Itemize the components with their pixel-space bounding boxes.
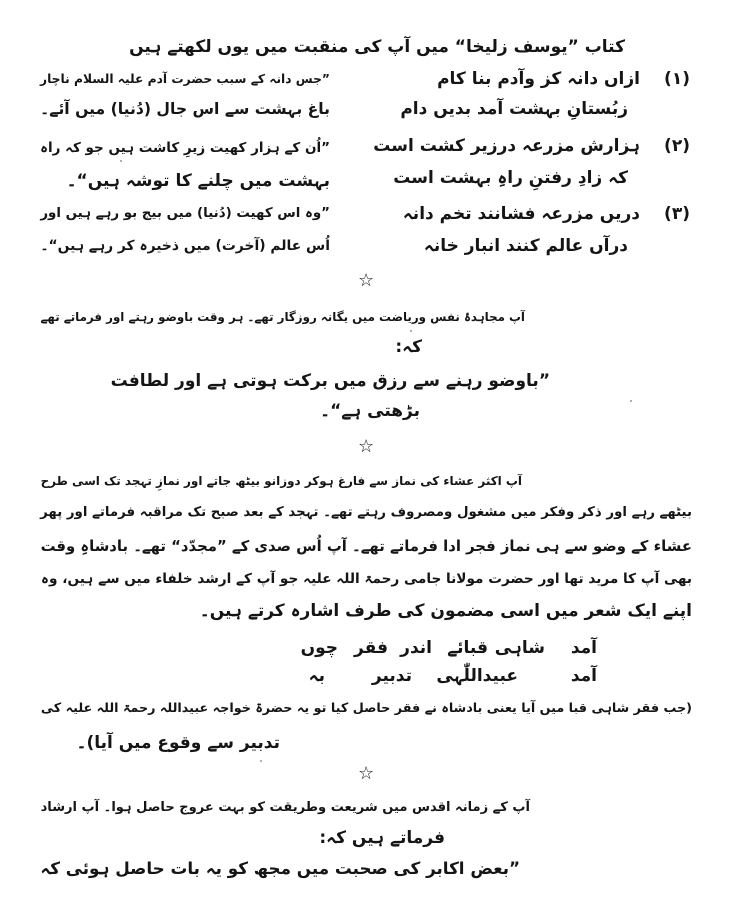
- star-separator-icon: ☆: [358, 436, 375, 457]
- quote-2-line-1: ”بعض اکابر کی صحبت میں مجھ کو یہ بات حاصل ہوئی کہ: [40, 858, 520, 878]
- couplet-line-1-word-3: اندر: [400, 638, 432, 658]
- verse-3-urdu-line-1: ”وہ اس کھیت (دُنیا) میں بیج بو رہے ہیں اور: [40, 206, 330, 221]
- para-2-line-4: بھی آپ کا مرید تھا اور حضرت مولانا جامی رحمۃ اللہ علیہ جو آپ کے ارشد خلفاء میں سے ہیں، وہ: [41, 571, 692, 587]
- star-separator-icon: ☆: [358, 763, 375, 784]
- verse-1-urdu-line-2: باغ بہشت سے اس جال (دُنیا) میں آئے۔: [40, 100, 330, 118]
- quote-1-line-2: بڑھتی ہے“۔: [320, 401, 420, 421]
- couplet-line-2-word-4: آمد: [570, 666, 597, 686]
- verse-3-persian-line-2: درآں عالم کنند انبار خانہ: [423, 236, 628, 256]
- para-2-line-2: بیٹھے رہے اور ذکر وفکر میں مشغول ومصروف رہتے تھے۔ تہجد کے بعد صبح تک مراقبہ فرماتے اور پھر: [40, 505, 692, 520]
- verse-1-urdu-line-1: ”جس دانہ کے سبب حضرت آدم علیہ السلام ناچار: [40, 72, 330, 86]
- explanation-line-1: (جب فقر شاہی قبا میں آیا یعنی بادشاہ نے فقر حاصل کیا تو یہ حضرۃ خواجہ عبیداللہ رحمۃ اللہ علیہ کی: [40, 701, 692, 716]
- verse-3-urdu-line-2: اُس عالم (آخرت) میں ذخیرہ کر رہے ہیں“۔: [40, 238, 330, 254]
- scan-speck: [410, 330, 412, 332]
- verse-number-1: (۱): [664, 69, 690, 89]
- verse-2-persian-line-1: ہزارش مزرعہ درزیر کشت است: [373, 136, 640, 156]
- quote-1-line-1: ”باوضو رہنے سے رزق میں برکت ہوتی ہے اور لطافت: [110, 371, 550, 391]
- scan-speck: [630, 400, 632, 402]
- para-2-line-3: عشاء کے وضو سے ہی نماز فجر ادا فرماتے تھے۔ آپ اُس صدی کے ”مجدّد“ تھے۔ بادشاہِ وقت: [40, 537, 692, 555]
- couplet-line-2-word-3: عبیداللّٰہی: [436, 666, 518, 686]
- intro-line: کتاب ”یوسف زلیخا“ میں آپ کی منقبت میں یوں لکھتے ہیں: [129, 37, 625, 57]
- para-1-line-1: آپ مجاہدۂ نفس وریاضت میں یگانہ روزگار تھے۔ ہر وقت باوضو رہتے اور فرماتے تھے: [40, 310, 525, 324]
- para-2-line-5: اپنے ایک شعر میں اسی مضمون کی طرف اشارہ کرتے ہیں۔: [199, 601, 692, 621]
- para-3-line-1: آپ کے زمانہ اقدس میں شریعت وطریقت کو بہت عروج حاصل ہوا۔ آپ ارشاد: [40, 800, 530, 815]
- para-3-line-2: فرماتے ہیں کہ:: [319, 828, 445, 848]
- couplet-line-1-word-5: شاہی: [494, 638, 545, 658]
- couplet-line-2-word-2: تدبیر: [371, 666, 412, 686]
- verse-1-persian-line-2: زبُستانِ بہشت آمد بدیں دام: [400, 99, 628, 119]
- verse-2-urdu-line-1: ”اُن کے ہزار کھیت زیرِ کاشت ہیں جو کہ راہ: [40, 140, 330, 156]
- couplet-line-1-word-4: قبائے: [447, 638, 488, 658]
- para-1-line-2: کہ:: [395, 337, 422, 357]
- verse-number-2: (۲): [664, 136, 690, 156]
- couplet-line-1-word-1: چوں: [300, 638, 338, 658]
- verse-number-3: (۳): [664, 204, 690, 224]
- explanation-line-2: تدبیر سے وقوع میں آیا)۔: [76, 733, 280, 753]
- scan-speck: [260, 760, 262, 762]
- star-separator-icon: ☆: [358, 270, 375, 291]
- verse-1-persian-line-1: ازاں دانہ کز وآدم بنا کام: [437, 69, 640, 89]
- verse-2-persian-line-2: کہ زادِ رفتنِ راہِ بہشت است: [393, 168, 628, 188]
- para-2-line-1: آپ اکثر عشاء کی نماز سے فارغ ہوکر دوزانو بیٹھ جاتے اور نمازِ تہجد تک اسی طرح: [40, 474, 522, 488]
- couplet-line-1-word-6: آمد: [570, 638, 597, 658]
- couplet-line-1-word-2: فقر: [354, 638, 388, 658]
- couplet-line-2-word-1: بہ: [308, 666, 325, 686]
- verse-3-persian-line-1: دریں مزرعہ فشانند تخم دانہ: [402, 204, 640, 224]
- verse-2-urdu-line-2: بہشت میں چلنے کا توشہ ہیں“۔: [66, 171, 330, 191]
- scan-speck: [120, 160, 122, 162]
